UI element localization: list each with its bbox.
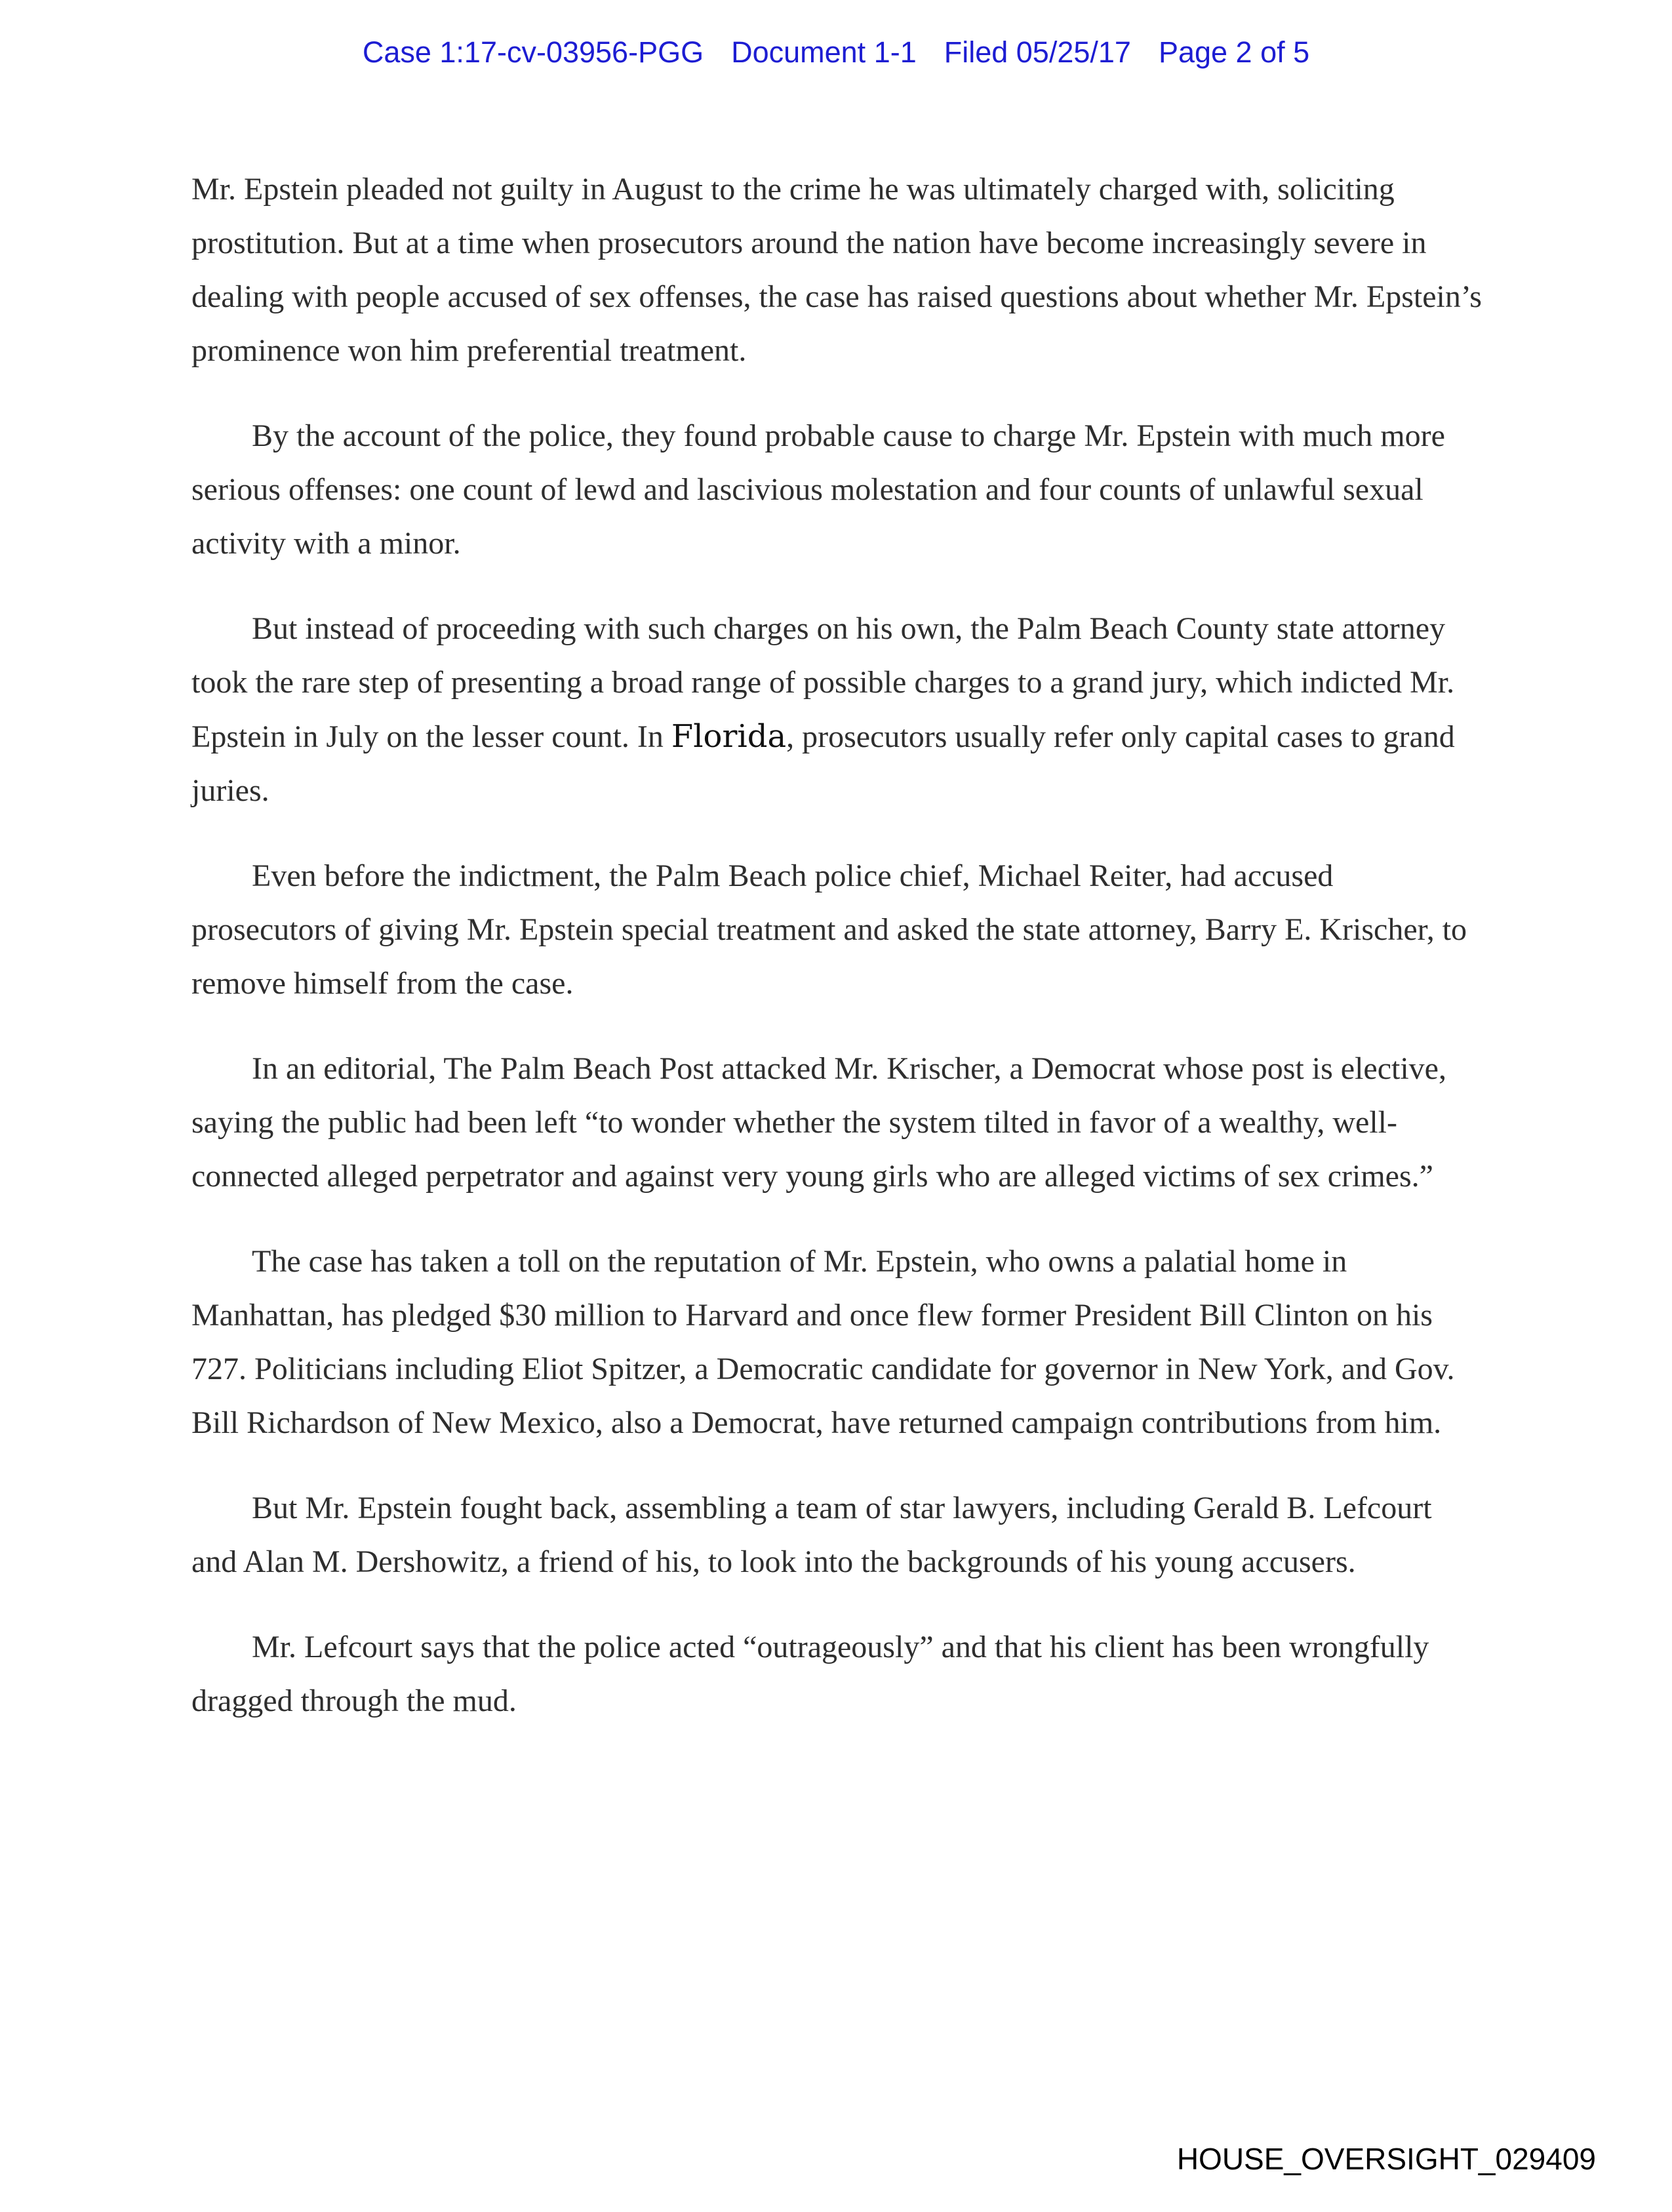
paragraph — [191, 409, 1482, 571]
document-body — [191, 163, 1482, 1760]
page-number: Page 2 of 5 — [1158, 35, 1310, 69]
linked-text: Florida — [671, 718, 787, 755]
paragraph-text: In an editorial, The Palm Beach Post attacked Mr. Krischer, a Democrat whose post is elective, saying the public had been left “to wonder whether the system tilted in favor of a wealthy, well-connected alleged perpetrator and against very young girls who are alleged victims of sex crimes.” — [191, 1051, 1446, 1194]
paragraph — [191, 1042, 1482, 1203]
paragraph-text: But instead of proceeding with such charges on his own, the Palm Beach County state attorney took the rare step of presenting a broad range of possible charges to a grand jury, which indicted Mr. Epstein in July on the lesser count. In — [191, 611, 1455, 754]
filed-date: Filed 05/25/17 — [944, 35, 1131, 69]
paragraph — [191, 1235, 1482, 1450]
paragraph — [191, 849, 1482, 1011]
paragraph-text: The case has taken a toll on the reputation of Mr. Epstein, who owns a palatial home in Manhattan, has pledged $30 million to Harvard and once flew former President Bill Clinton on his 727. Politicians including Eliot Spitzer, a Democratic candidate for governor in New York, and Gov. Bill Richardson of New Mexico, also a Democrat, have returned campaign contributions from him. — [191, 1244, 1455, 1440]
paragraph-text: Mr. Epstein pleaded not guilty in August to the crime he was ultimately charged with, soliciting prostitution. But at a time when prosecutors around the nation have become increasingly severe in dealing with people accused of sex offenses, the case has raised questions about whether Mr. Epstein’s prominence won him preferential treatment. — [191, 172, 1482, 368]
court-stamp-header — [0, 35, 1672, 70]
paragraph — [191, 163, 1482, 378]
paragraph-text: But Mr. Epstein fought back, assembling a team of star lawyers, including Gerald B. Lefcourt and Alan M. Dershowitz, a friend of his, to look into the backgrounds of his young accusers. — [191, 1491, 1432, 1579]
paragraph-text: Mr. Lefcourt says that the police acted “outrageously” and that his client has been wrongfully dragged through the mud. — [191, 1630, 1429, 1718]
paragraph — [191, 1481, 1482, 1589]
paragraph-text: Even before the indictment, the Palm Beach police chief, Michael Reiter, had accused prosecutors of giving Mr. Epstein special treatment and asked the state attorney, Barry E. Krischer, to remove himself from the case. — [191, 858, 1467, 1001]
bates-number: HOUSE_OVERSIGHT_029409 — [1176, 2142, 1596, 2176]
document-number: Document 1-1 — [731, 35, 917, 69]
paragraph — [191, 602, 1482, 818]
paragraph — [191, 1620, 1482, 1728]
case-number: Case 1:17-cv-03956-PGG — [362, 35, 704, 69]
paragraph-text: By the account of the police, they found probable cause to charge Mr. Epstein with much more serious offenses: one count of lewd and lascivious molestation and four counts of unlawful sexual activity with a minor. — [191, 418, 1445, 561]
paragraph-text: , prosecutors usually refer only capital cases to grand juries. — [191, 719, 1455, 808]
